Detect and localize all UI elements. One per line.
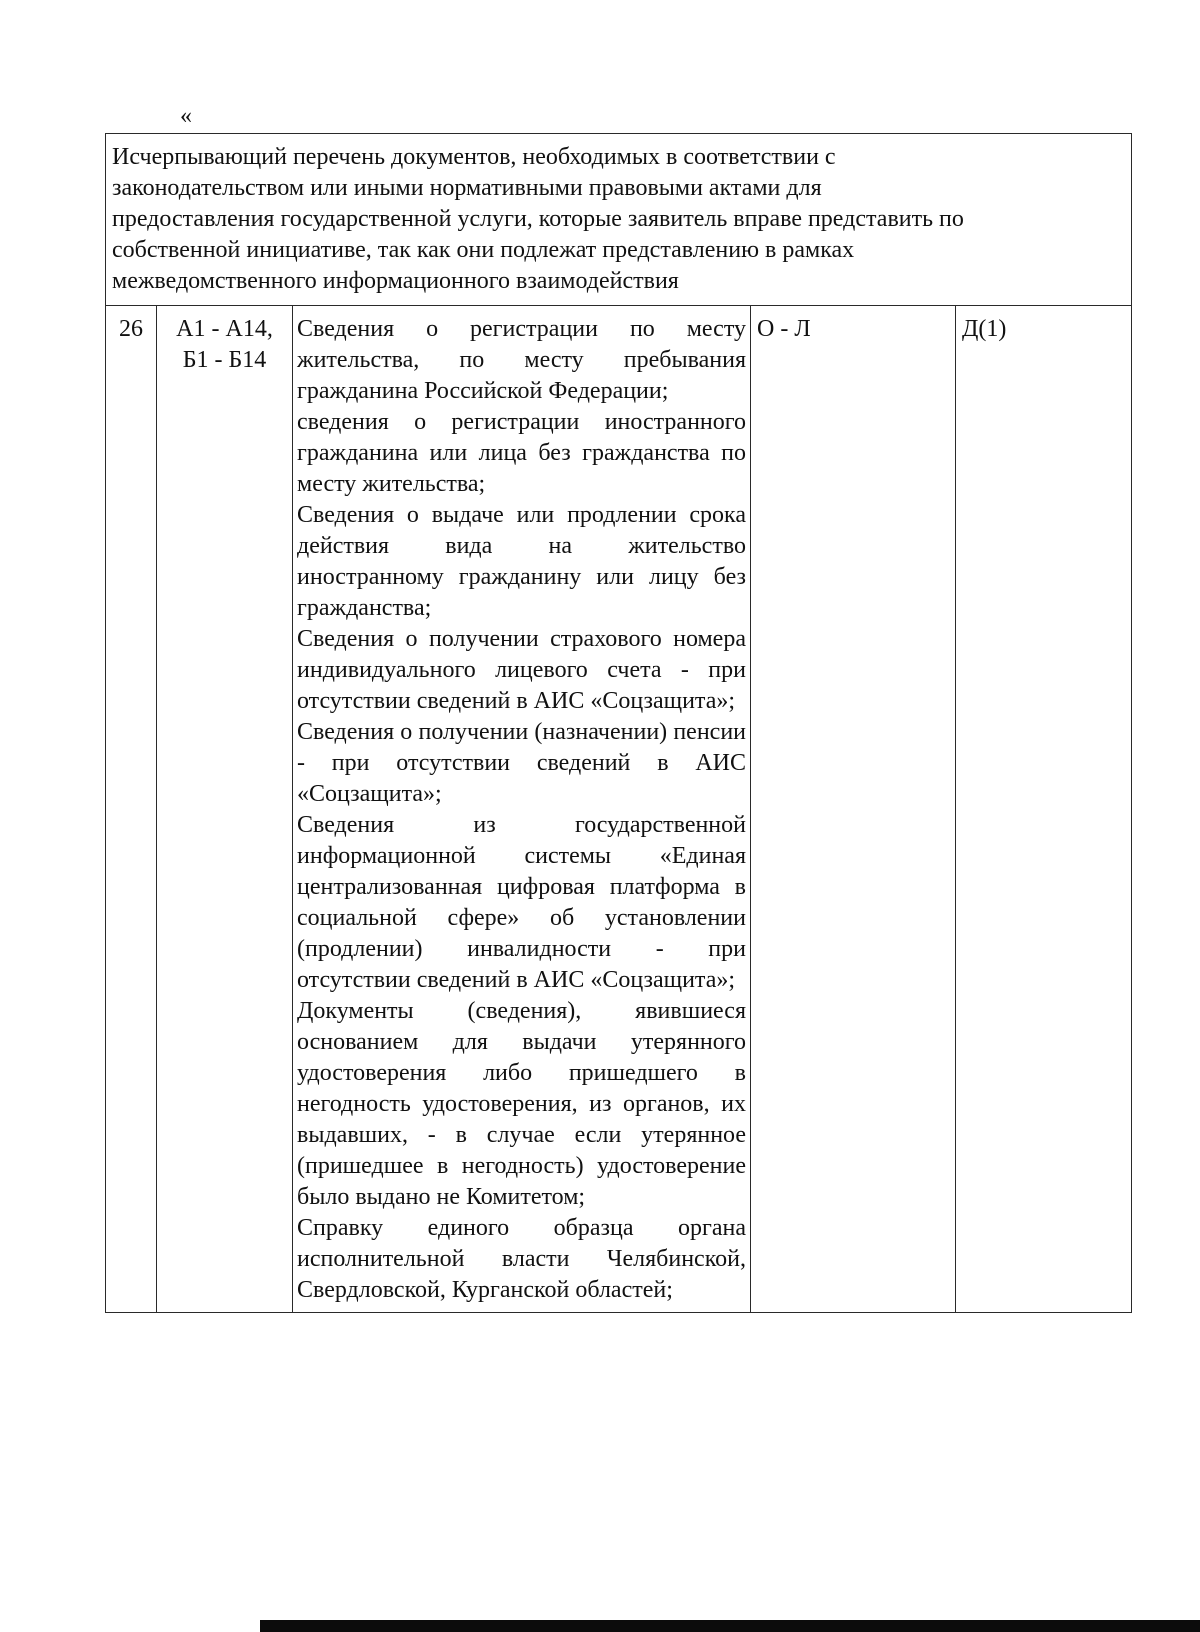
scan-edge-bar bbox=[260, 1620, 1200, 1632]
document-item-5: Сведения о получении (назначении) пенсии - при отсутствии сведений в АИС «Соцзащита»; bbox=[297, 719, 746, 807]
header-line-3: предоставления государственной услуги, которые заявитель вправе представить по bbox=[112, 206, 964, 232]
document-item-7: Документы (сведения), явившиеся основанием для выдачи утерянного удостоверения либо пришедшего в негодность удостоверения, из органов, их выдавших, - в случае если утерянное (пришедшее в негодность) удостоверение было выдано не Комитетом; bbox=[297, 998, 746, 1210]
table-header-row bbox=[106, 134, 1132, 306]
document-item-2: сведения о регистрации иностранного гражданина или лица без гражданства по месту жительства; bbox=[297, 409, 746, 497]
header-line-2: законодательством или иными нормативными правовыми актами для bbox=[112, 175, 822, 201]
categories-cell bbox=[157, 306, 293, 1313]
category-line-2: Б1 - Б14 bbox=[182, 347, 267, 373]
document-item-3: Сведения о выдаче или продлении срока действия вида на жительство иностранному гражданину или лицу без гражданства; bbox=[297, 502, 746, 621]
form-cell bbox=[751, 306, 956, 1313]
documents-cell bbox=[293, 306, 751, 1313]
code-cell bbox=[956, 306, 1132, 1313]
documents-table bbox=[105, 133, 1132, 1313]
table-header-cell bbox=[106, 134, 1132, 306]
code-value: Д(1) bbox=[962, 316, 1007, 342]
header-line-1: Исчерпывающий перечень документов, необходимых в соответствии с bbox=[112, 144, 836, 170]
document-item-6: Сведения из государственной информационной системы «Единая централизованная цифровая платформа в социальной сфере» об установлении (продлении) инвалидности - при отсутствии сведений в АИС «Соцзащита»; bbox=[297, 812, 746, 993]
document-item-1: Сведения о регистрации по месту жительства, по месту пребывания гражданина Российской Федерации; bbox=[297, 316, 746, 404]
row-number: 26 bbox=[119, 316, 143, 342]
document-item-4: Сведения о получении страхового номера индивидуального лицевого счета - при отсутствии сведений в АИС «Соцзащита»; bbox=[297, 626, 746, 714]
table-row bbox=[106, 306, 1132, 1313]
header-line-4: собственной инициативе, так как они подлежат представлению в рамках bbox=[112, 237, 855, 263]
header-line-5: межведомственного информационного взаимодействия bbox=[112, 268, 679, 294]
document-item-8: Справку единого образца органа исполнительной власти Челябинской, Свердловской, Курганской областей; bbox=[297, 1215, 746, 1303]
opening-quote-mark: « bbox=[180, 103, 192, 129]
row-number-cell bbox=[106, 306, 157, 1313]
category-line-1: А1 - А14, bbox=[176, 316, 273, 342]
form-value: О - Л bbox=[757, 316, 811, 342]
